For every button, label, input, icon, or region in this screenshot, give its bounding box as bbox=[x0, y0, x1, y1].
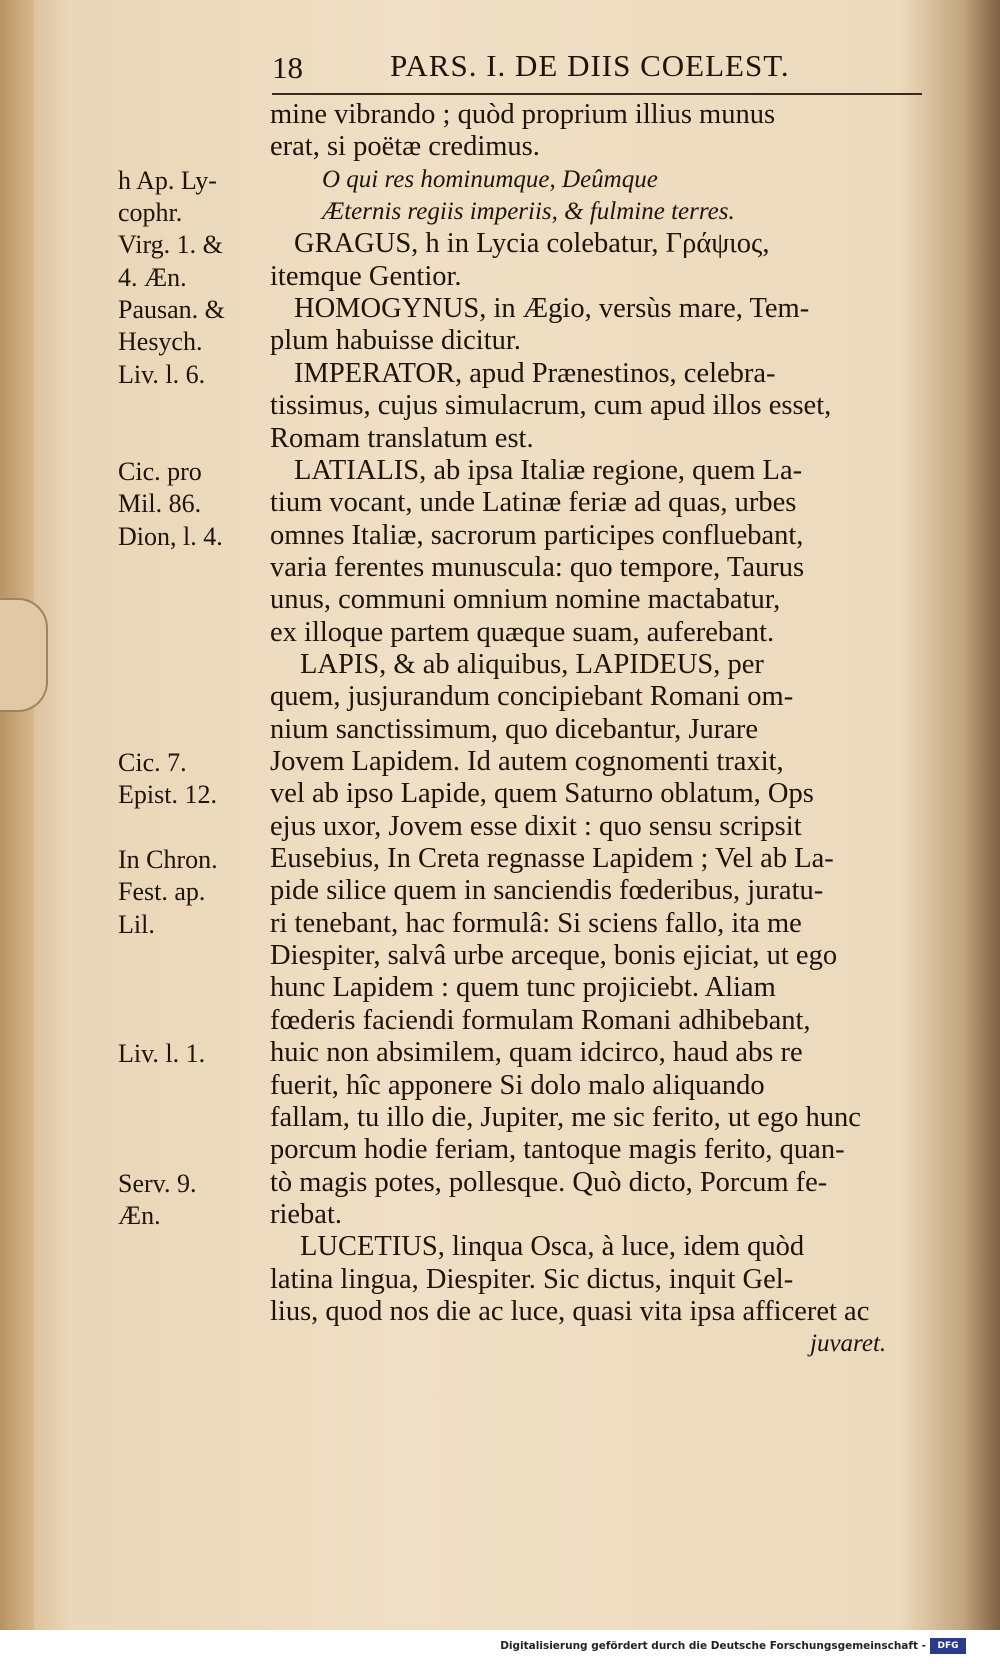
margin-note: Virg. 1. & bbox=[118, 230, 223, 260]
margin-note: Cic. 7. bbox=[118, 748, 187, 777]
margin-note: Serv. 9. bbox=[118, 1168, 197, 1198]
margin-note: cophr. bbox=[118, 198, 183, 228]
page-header bbox=[272, 44, 932, 88]
margin-note: Liv. l. 6. bbox=[118, 359, 206, 389]
text-line: LUCETIUS, linqua Osca, à luce, idem quòd bbox=[300, 1231, 805, 1263]
text-line: juvaret. bbox=[810, 1330, 887, 1358]
text-line: Diespiter, salvâ urbe arceque, bonis ejiciat, ut ego bbox=[270, 940, 838, 972]
text-line: hunc Lapidem : quem tunc projiciebt. Aliam bbox=[270, 972, 776, 1004]
margin-note: Pausan. & bbox=[118, 295, 225, 325]
text-line: tium vocant, unde Latinæ feriæ ad quas, urbes bbox=[270, 487, 797, 519]
text-line: fallam, tu illo die, Jupiter, me sic ferito, ut ego hunc bbox=[270, 1101, 861, 1133]
text-line: huic non absimilem, quam idcirco, haud abs re bbox=[270, 1037, 803, 1069]
text-line: omnes Italiæ, sacrorum participes confluebant, bbox=[270, 519, 804, 551]
text-line: nium sanctissimum, quo dicebantur, Jurare bbox=[270, 713, 759, 745]
margin-note: Cic. pro bbox=[118, 456, 202, 486]
text-line: quem, jusjurandum concipiebant Romani om- bbox=[270, 681, 794, 713]
text-line: fuerit, hîc apponere Si dolo malo aliquando bbox=[270, 1069, 765, 1101]
margin-note: Hesych. bbox=[118, 327, 203, 357]
text-line: lius, quod nos die ac luce, quasi vita ipsa afficeret ac bbox=[270, 1295, 870, 1327]
margin-note: Lil. bbox=[118, 909, 155, 939]
margin-note: Dion, l. 4. bbox=[118, 521, 223, 551]
text-line: latina lingua, Diespiter. Sic dictus, inquit Gel- bbox=[270, 1263, 794, 1295]
text-line: Eusebius, In Creta regnasse Lapidem ; Vel ab La- bbox=[270, 843, 834, 875]
page-gutter bbox=[0, 0, 34, 1630]
text-line: pide silice quem in sanciendis fœderibus, juratu- bbox=[270, 875, 824, 907]
page-tab-mark bbox=[0, 598, 48, 712]
text-line: tissimus, cujus simulacrum, cum apud illos esset, bbox=[270, 390, 832, 422]
text-line: ri tenebant, hac formulâ: Si sciens fallo, ita me bbox=[270, 907, 802, 939]
text-line: Jovem Lapidem. Id autem cognomenti traxit, bbox=[270, 746, 784, 777]
text-line: GRAGUS, h in Lycia colebatur, Γράψιος, bbox=[294, 228, 770, 260]
text-line: fœderis faciendi formulam Romani adhibebant, bbox=[270, 1004, 811, 1036]
text-line: ejus uxor, Jovem esse dixit : quo sensu scripsit bbox=[270, 810, 802, 842]
header-rule bbox=[272, 93, 922, 95]
text-line: HOMOGYNUS, in Ægio, versùs mare, Tem- bbox=[294, 293, 810, 325]
page-number: 18 bbox=[272, 50, 303, 85]
margin-note: In Chron. bbox=[118, 845, 218, 875]
text-line: ex illoque partem quæque suam, auferebant. bbox=[270, 616, 775, 648]
footer-credit: Digitalisierung gefördert durch die Deutsche Forschungsgemeinschaft - bbox=[500, 1640, 926, 1652]
text-line: O qui res hominumque, Deûmque bbox=[322, 165, 658, 193]
margin-note: 4. Æn. bbox=[118, 262, 187, 292]
text-line: IMPERATOR, apud Prænestinos, celebra- bbox=[294, 357, 776, 389]
text-line: unus, communi omnium nomine mactabatur, bbox=[270, 584, 781, 616]
text-line: LATIALIS, ab ipsa Italiæ regione, quem La- bbox=[294, 454, 803, 486]
margin-note: h Ap. Ly- bbox=[118, 165, 217, 195]
text-line: porcum hodie feriam, tantoque magis ferito, quan- bbox=[270, 1134, 845, 1166]
page-right-edge bbox=[962, 0, 1000, 1630]
dfg-logo: DFG bbox=[930, 1638, 966, 1654]
running-head: PARS. I. DE DIIS COELEST. bbox=[390, 48, 790, 83]
margin-note: Mil. 86. bbox=[118, 489, 202, 519]
footer-bar bbox=[0, 1630, 1000, 1664]
margin-note: Epist. 12. bbox=[118, 780, 217, 810]
text-line: vel ab ipso Lapide, quem Saturno oblatum, Ops bbox=[270, 778, 814, 810]
text-line: varia ferentes munuscula: quo tempore, Taurus bbox=[270, 551, 805, 583]
text-line: erat, si poëtæ credimus. bbox=[270, 131, 540, 163]
text-line: Æternis regiis imperiis, & fulmine terres. bbox=[322, 198, 735, 226]
text-line: LAPIS, & ab aliquibus, LAPIDEUS, per bbox=[300, 648, 764, 680]
text-line: mine vibrando ; quòd proprium illius munus bbox=[270, 99, 776, 130]
text-line: plum habuisse dicitur. bbox=[270, 325, 521, 357]
margin-note: Liv. l. 1. bbox=[118, 1039, 206, 1069]
text-line: riebat. bbox=[270, 1198, 343, 1230]
text-line: Romam translatum est. bbox=[270, 422, 534, 454]
text-line: itemque Gentior. bbox=[270, 260, 462, 292]
margin-note: Æn. bbox=[118, 1200, 161, 1230]
margin-note: Fest. ap. bbox=[118, 877, 206, 907]
text-line: tò magis potes, pollesque. Quò dicto, Porcum fe- bbox=[270, 1166, 828, 1198]
